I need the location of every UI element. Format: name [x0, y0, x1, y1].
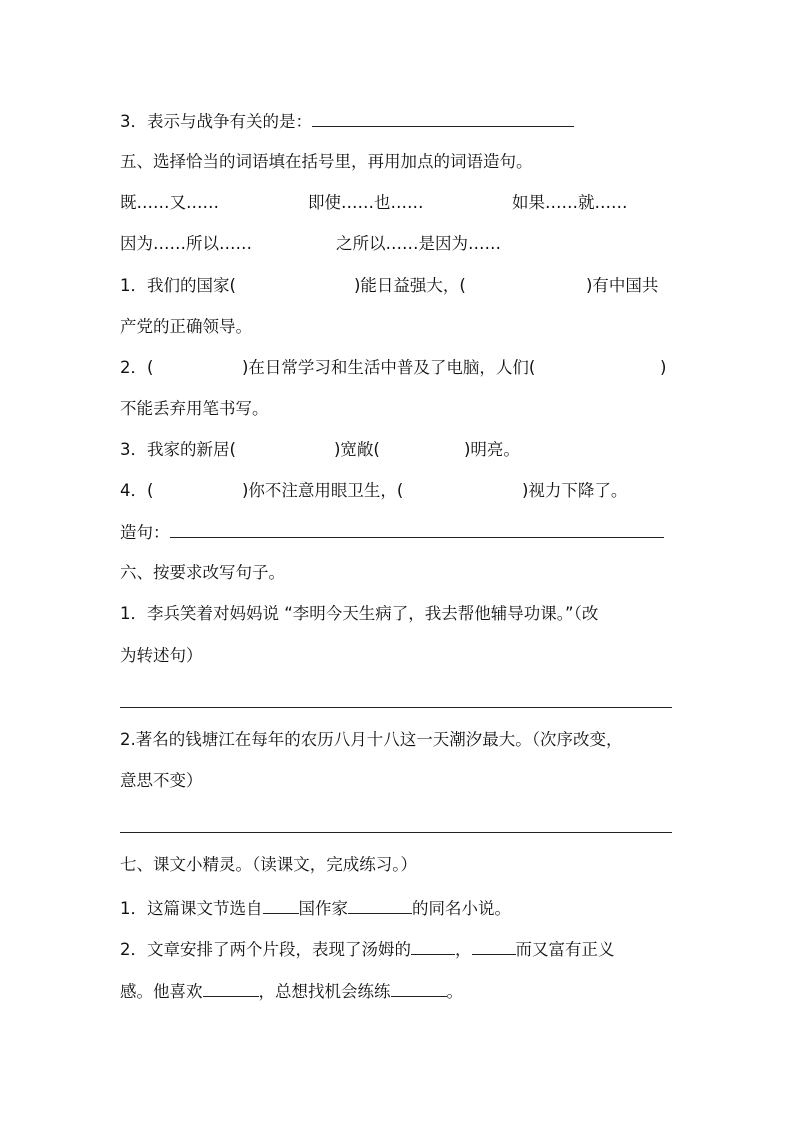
- q1-part-a: 1．我们的国家(: [120, 276, 236, 295]
- q1-part-b: )能日益强大，(: [354, 276, 466, 295]
- s7-q2-text-a: 2．文章安排了两个片段，表现了汤姆的: [120, 940, 411, 959]
- option-yinwei-suoyi: 因为……所以……: [120, 234, 252, 253]
- s7-q2-line-2: [120, 980, 463, 1003]
- q3-part-a: 3．我家的新居(: [120, 440, 236, 459]
- q2-part-a: 2．(: [120, 358, 154, 377]
- q1-part-c: )有中国共: [586, 276, 659, 295]
- country-blank[interactable]: [263, 897, 299, 914]
- option-zhisuoyi-shiyinwei: 之所以……是因为……: [336, 234, 501, 253]
- s6-q1-line-1: 1．李兵笑着对妈妈说 “李明今天生病了，我去帮他辅导功课。”（改: [120, 604, 599, 623]
- s6-q2-answer-line[interactable]: [120, 832, 672, 833]
- s7-q2-line-1: [120, 938, 615, 961]
- s7-q2-text-e: ，总想找机会练练: [258, 982, 391, 1001]
- s6-q1-line-2: 为转述句）: [120, 646, 203, 665]
- s7-q2-text-f: 。: [446, 982, 463, 1001]
- likes-blank[interactable]: [203, 980, 259, 997]
- author-blank[interactable]: [348, 897, 412, 914]
- s7-q1-text-a: 1．这篇课文节选自: [120, 899, 263, 918]
- s6-q1-answer-line[interactable]: [120, 707, 672, 708]
- option-ji-you: 既……又……: [120, 193, 219, 212]
- practice-blank[interactable]: [391, 980, 447, 997]
- s7-q1-text-c: 的同名小说。: [412, 899, 511, 918]
- q3-war-line: [120, 110, 574, 133]
- option-ruguo-jiu: 如果……就……: [512, 193, 628, 212]
- section-6-heading: 六、按要求改写句子。: [120, 563, 285, 582]
- q1-part-d: 产党的正确领导。: [120, 317, 252, 336]
- trait-blank-1[interactable]: [411, 938, 455, 955]
- answer-blank[interactable]: [312, 110, 574, 127]
- q4-part-a: 4．(: [120, 481, 154, 500]
- s7-q2-text-c: 而又富有正义: [515, 940, 615, 959]
- q2-part-c: ): [660, 358, 667, 377]
- trait-blank-2[interactable]: [472, 938, 516, 955]
- q2-part-d: 不能丢弃用笔书写。: [120, 399, 269, 418]
- q3-part-c: )明亮。: [464, 440, 520, 459]
- sentence-label: 造句：: [120, 523, 170, 542]
- section-5-heading: 五、选择恰当的词语填在括号里，再用加点的词语造句。: [120, 152, 533, 171]
- sentence-blank[interactable]: [170, 521, 664, 538]
- s7-q1-line: [120, 897, 511, 920]
- q3-part-b: )宽敞(: [334, 440, 380, 459]
- s7-q1-text-b: 国作家: [298, 899, 348, 918]
- q4-part-b: )你不注意用眼卫生，(: [242, 481, 404, 500]
- sentence-making-line: [120, 521, 664, 544]
- s7-q2-text-d: 感。他喜欢: [120, 982, 203, 1001]
- question-text: 3．表示与战争有关的是：: [120, 112, 312, 131]
- section-7-heading: 七、课文小精灵。（读课文，完成练习。）: [120, 855, 417, 874]
- option-jishi-ye: 即使……也……: [308, 193, 424, 212]
- s7-q2-text-b: ，: [455, 940, 472, 959]
- q4-part-c: )视力下降了。: [522, 481, 628, 500]
- s6-q2-line-2: 意思不变）: [120, 771, 203, 790]
- s6-q2-line-1: 2.著名的钱塘江在每年的农历八月十八这一天潮汐最大。（次序改变，: [120, 730, 623, 749]
- q2-part-b: )在日常学习和生活中普及了电脑，人们(: [242, 358, 536, 377]
